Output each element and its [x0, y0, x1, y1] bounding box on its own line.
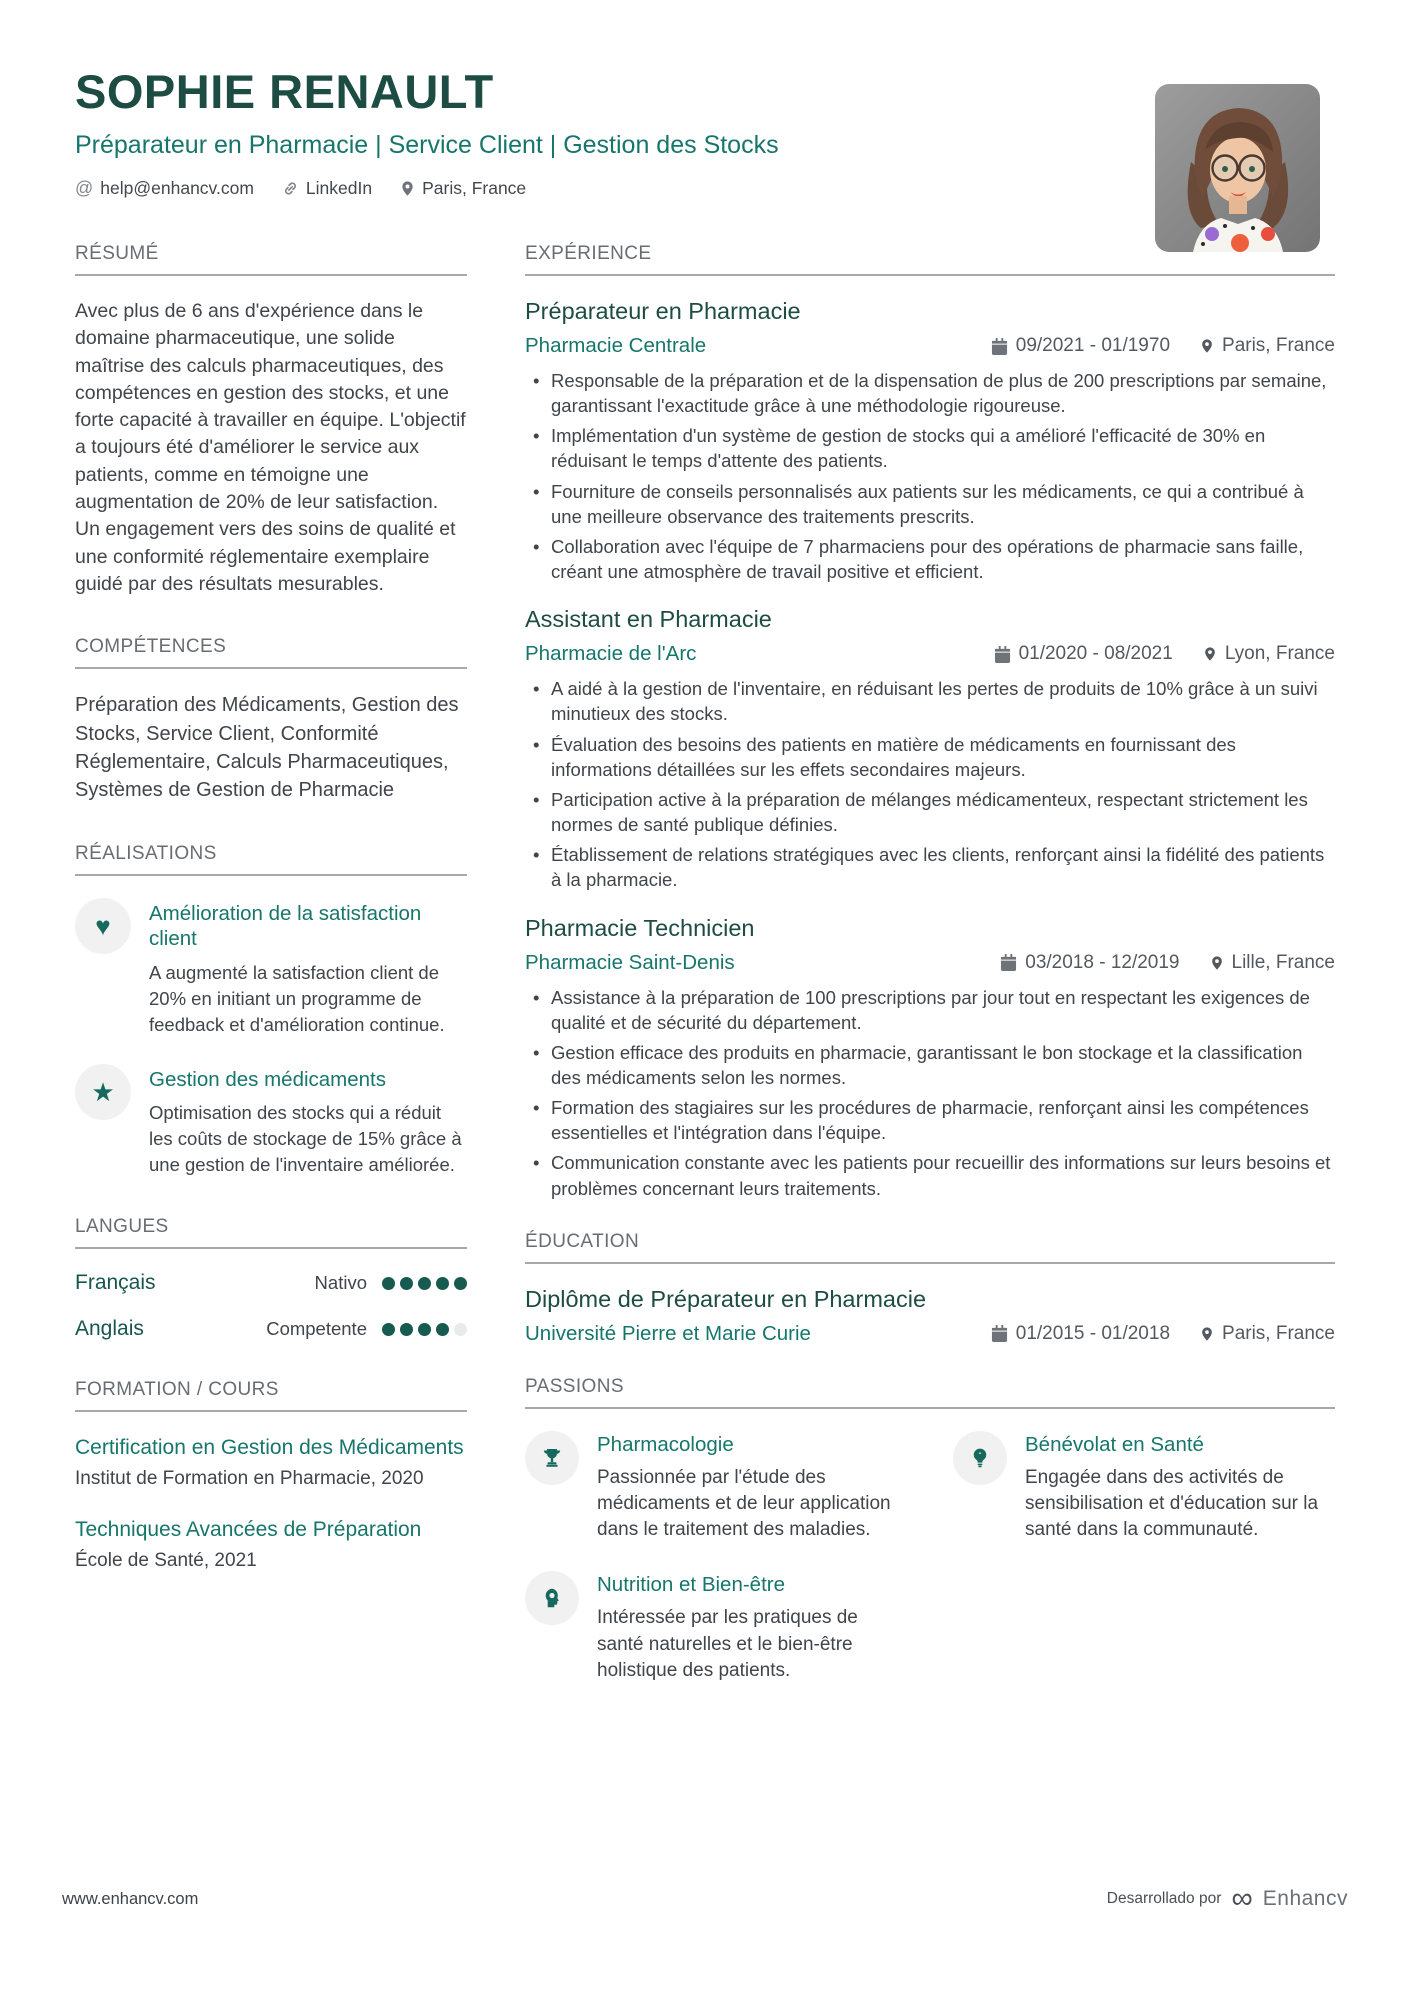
- education-dates: 01/2015 - 01/2018: [991, 1323, 1170, 1345]
- location-icon: [1200, 338, 1214, 354]
- contact-email[interactable]: [75, 178, 254, 199]
- job-bullet: • Formation des stagiaires sur les procédures de pharmacie, renforçant ainsi les compétences essentielles et l'intégration dans l'équipe.: [533, 1095, 1335, 1145]
- competences-heading: COMPÉTENCES: [75, 636, 467, 669]
- head-icon: [525, 1571, 579, 1625]
- heart-icon: ♥: [75, 898, 131, 954]
- experience-entry: [525, 298, 1335, 584]
- job-bullets: [525, 676, 1335, 892]
- education-heading: ÉDUCATION: [525, 1231, 1335, 1264]
- language-row: [75, 1317, 467, 1341]
- job-bullet: • Évaluation des besoins des patients en matière de médicaments en fournissant des informations détaillées sur les effets secondaires majeurs.: [533, 732, 1335, 782]
- section-experience: [525, 243, 1335, 1201]
- section-passions: [525, 1376, 1335, 1684]
- language-name: Français: [75, 1271, 156, 1295]
- at-icon: @: [75, 178, 94, 198]
- enhancv-logo-icon: ∞: [1231, 1882, 1253, 1915]
- course-subtitle: École de Santé, 2021: [75, 1550, 257, 1572]
- job-dates: 01/2020 - 08/2021: [994, 643, 1173, 665]
- passion-title: Pharmacologie: [597, 1432, 734, 1456]
- resume-heading: RÉSUMÉ: [75, 243, 467, 276]
- achievement-item: [75, 898, 467, 1038]
- right-column: [525, 243, 1335, 1722]
- person-name: SOPHIE RENAULT: [75, 65, 494, 118]
- school-name: Université Pierre et Marie Curie: [525, 1321, 811, 1345]
- section-langues: [75, 1216, 467, 1341]
- footer: [0, 1884, 1410, 1914]
- location-icon: [1200, 1326, 1214, 1342]
- job-bullet: • Gestion efficace des produits en pharmacie, garantissant le bon stockage et la classification des médicaments selon les normes.: [533, 1040, 1335, 1090]
- contact-location-label: Paris, France: [422, 178, 527, 198]
- job-bullet: • Collaboration avec l'équipe de 7 pharmaciens pour des opérations de pharmacie sans faille, créant une atmosphère de travail positive et efficient.: [533, 534, 1335, 584]
- passion-item: [525, 1571, 907, 1684]
- course-item: [75, 1516, 467, 1574]
- passion-desc: Engagée dans des activités de sensibilisation et d'éducation sur la santé dans la communauté.: [1025, 1466, 1319, 1541]
- left-column: [75, 243, 467, 1722]
- passion-item: [953, 1431, 1335, 1544]
- job-location: Lyon, France: [1203, 643, 1335, 665]
- passion-desc: Passionnée par l'étude des médicaments et de leur application dans le traitement des maladies.: [597, 1466, 891, 1541]
- language-row: [75, 1271, 467, 1295]
- star-icon: ★: [75, 1064, 131, 1120]
- language-dots: [382, 1277, 467, 1290]
- experience-entry: [525, 606, 1335, 892]
- section-competences: [75, 636, 467, 805]
- section-education: [525, 1231, 1335, 1346]
- resume-body: Avec plus de 6 ans d'expérience dans le domaine pharmaceutique, une solide maîtrise des calculs pharmaceutiques, des compétences en gestion des stocks, et une forte capacité à travailler en équipe. L'objectif a toujours été d'améliorer le service aux patients, comme en témoigne une augmentation de 20% de leur satisfaction. Un engagement vers des soins de qualité et une conformité réglementaire exemplaire guidé par des résultats mesurables.: [75, 300, 466, 595]
- job-bullet: • Assistance à la préparation de 100 prescriptions par jour tout en respectant les exigences de qualité et de sécurité du département.: [533, 985, 1335, 1035]
- calendar-icon: [994, 646, 1011, 663]
- contact-linkedin[interactable]: [282, 178, 372, 199]
- job-dates: 09/2021 - 01/1970: [991, 335, 1170, 357]
- course-title: Certification en Gestion des Médicaments: [75, 1436, 464, 1460]
- job-bullet: • A aidé à la gestion de l'inventaire, en réduisant les pertes de produits de 10% grâce à un suivi minutieux des stocks.: [533, 676, 1335, 726]
- calendar-icon: [1000, 954, 1017, 971]
- contact-linkedin-label: LinkedIn: [305, 178, 373, 198]
- passion-desc: Intéressée par les pratiques de santé naturelles et le bien-être holistique des patients.: [597, 1607, 858, 1681]
- job-company: Pharmacie Centrale: [525, 334, 707, 357]
- language-level: Competente: [266, 1318, 367, 1340]
- section-realisations: [75, 843, 467, 1178]
- realisations-heading: RÉALISATIONS: [75, 843, 467, 876]
- achievement-title: Gestion des médicaments: [149, 1067, 387, 1091]
- achievement-item: [75, 1064, 467, 1178]
- location-icon: [400, 180, 415, 197]
- job-company: Pharmacie de l'Arc: [525, 642, 697, 666]
- language-name: Anglais: [75, 1317, 144, 1341]
- job-title: Assistant en Pharmacie: [525, 606, 772, 633]
- footer-website-link[interactable]: www.enhancv.com: [62, 1889, 199, 1908]
- brand-name: Enhancv: [1262, 1887, 1348, 1910]
- job-location: Paris, France: [1200, 335, 1335, 357]
- job-bullets: [525, 368, 1335, 584]
- language-level: Nativo: [314, 1272, 367, 1294]
- degree-title: Diplôme de Préparateur en Pharmacie: [525, 1285, 927, 1312]
- job-company: Pharmacie Saint-Denis: [525, 950, 735, 974]
- passion-title: Nutrition et Bien-être: [597, 1573, 786, 1597]
- achievement-desc: Optimisation des stocks qui a réduit les coûts de stockage de 15% grâce à une gestion de l'inventaire améliorée.: [149, 1102, 462, 1176]
- job-bullet: • Implémentation d'un système de gestion de stocks qui a amélioré l'efficacité de 30% en réduisant le temps d'attente des patients.: [533, 423, 1335, 473]
- education-entry: [525, 1286, 1335, 1346]
- section-formation: [75, 1379, 467, 1574]
- education-location: Paris, France: [1200, 1323, 1335, 1345]
- competences-body: Préparation des Médicaments, Gestion des Stocks, Service Client, Conformité Réglementaire, Calculs Pharmaceutiques, Systèmes de Gestion de Pharmacie: [75, 694, 459, 802]
- experience-entry: [525, 915, 1335, 1201]
- location-icon: [1210, 955, 1224, 971]
- formation-heading: FORMATION / COURS: [75, 1379, 467, 1412]
- job-location: Lille, France: [1210, 952, 1336, 974]
- course-subtitle: Institut de Formation en Pharmacie, 2020: [75, 1468, 424, 1490]
- contact-row: [75, 178, 1335, 199]
- job-bullet: • Établissement de relations stratégiques avec les clients, renforçant ainsi la fidélité des patients à la pharmacie.: [533, 842, 1335, 892]
- footer-brand: [1107, 1884, 1348, 1914]
- calendar-icon: [991, 1325, 1008, 1342]
- section-resume: [75, 243, 467, 598]
- person-headline: Préparateur en Pharmacie | Service Client | Gestion des Stocks: [75, 131, 779, 159]
- contact-location: [400, 178, 526, 199]
- job-bullets: [525, 985, 1335, 1201]
- trophy-icon: [525, 1431, 579, 1485]
- job-title: Préparateur en Pharmacie: [525, 298, 801, 324]
- language-dots: [382, 1323, 467, 1336]
- job-dates: 03/2018 - 12/2019: [1000, 952, 1179, 974]
- passions-heading: PASSIONS: [525, 1376, 1335, 1409]
- profile-photo: [1155, 84, 1320, 252]
- achievement-title: Amélioration de la satisfaction client: [149, 901, 422, 951]
- powered-by-label: Desarrollado por: [1106, 1890, 1222, 1907]
- achievement-desc: A augmenté la satisfaction client de 20% en initiant un programme de feedback et d'amélioration continue.: [149, 962, 445, 1035]
- contact-email-label: help@enhancv.com: [100, 178, 254, 198]
- job-bullet: • Communication constante avec les patients pour recueillir des informations sur leurs besoins et problèmes concernant leurs traitements.: [533, 1150, 1335, 1200]
- job-bullet: • Participation active à la préparation de mélanges médicamenteux, respectant strictement les normes de santé publique définies.: [533, 787, 1335, 837]
- lightbulb-icon: [953, 1431, 1007, 1485]
- passion-title: Bénévolat en Santé: [1025, 1432, 1204, 1456]
- link-icon: [282, 180, 299, 197]
- langues-heading: LANGUES: [75, 1216, 467, 1249]
- calendar-icon: [991, 338, 1008, 355]
- experience-heading: EXPÉRIENCE: [525, 243, 1335, 276]
- course-item: [75, 1434, 467, 1492]
- job-bullet: • Responsable de la préparation et de la dispensation de plus de 200 prescriptions par semaine, garantissant l'exactitude grâce à une méthodologie rigoureuse.: [533, 368, 1335, 418]
- job-title: Pharmacie Technicien: [525, 914, 755, 941]
- location-icon: [1203, 646, 1217, 662]
- job-bullet: • Fourniture de conseils personnalisés aux patients sur les médicaments, ce qui a contribué à une meilleure observance des traitements prescrits.: [533, 479, 1335, 529]
- avatar: [1155, 84, 1320, 252]
- passion-item: [525, 1431, 907, 1544]
- course-title: Techniques Avancées de Préparation: [75, 1517, 422, 1541]
